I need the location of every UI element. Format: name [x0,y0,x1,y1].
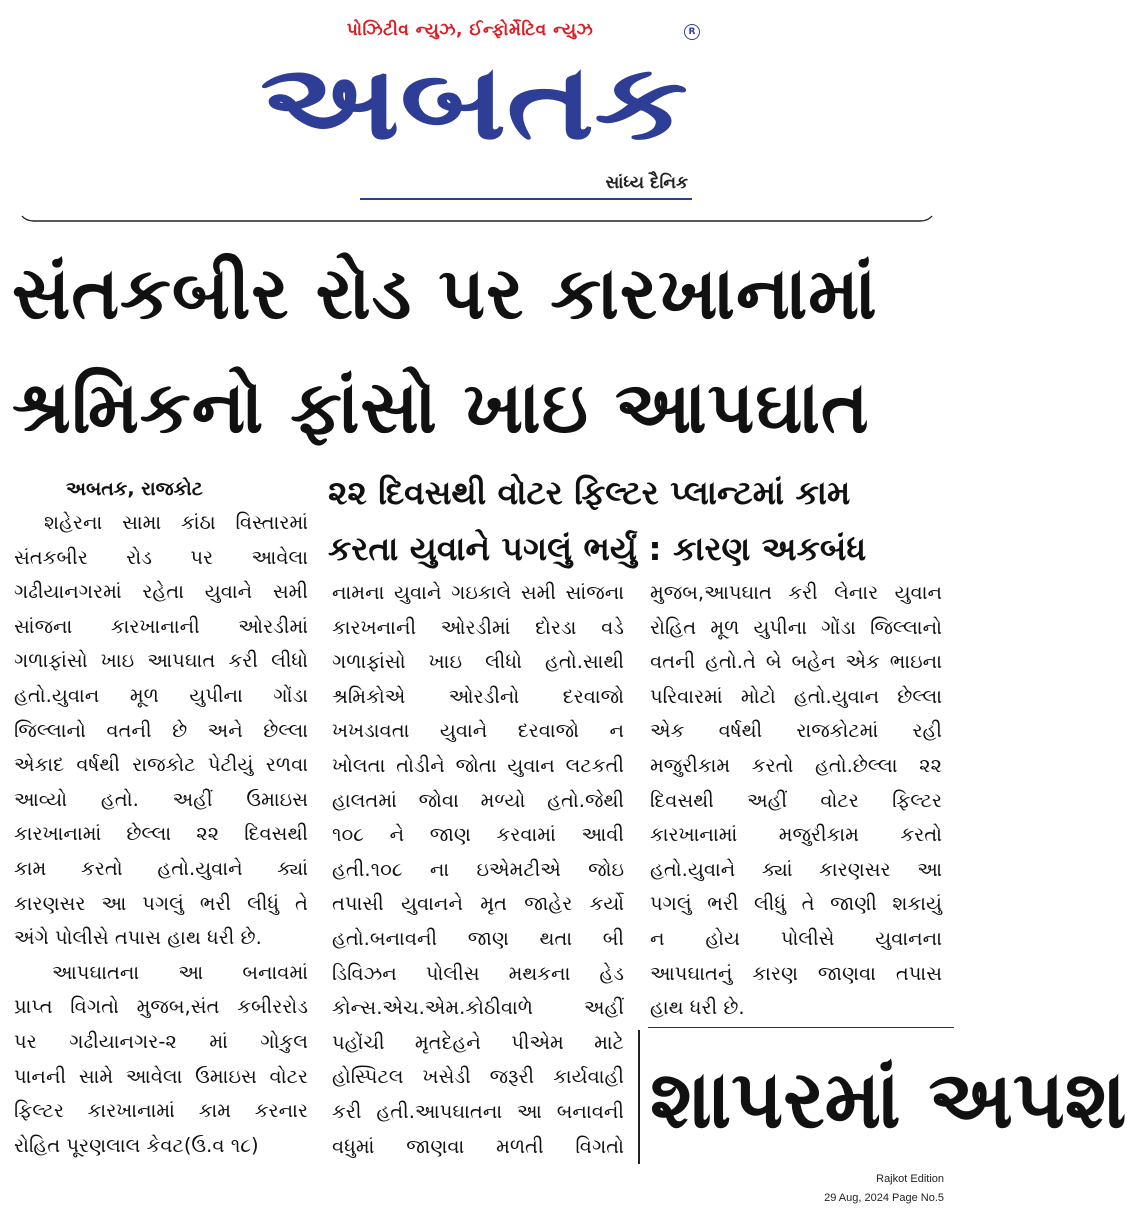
column-line: તપાસી યુવાનને મૃત જાહેર કર્યો [332,892,624,916]
column-line: કારખાનામાં મજુરીકામ કરતો [650,823,942,847]
column-line: કરી હતી.આપઘાતના આ બનાવની [332,1099,624,1123]
column-line: કારખનાની ઓરડીમાં દોરડા વડે [332,615,624,639]
column-line: એકાદ વર્ષથી રાજકોટ પેટીયું રળવા [14,753,308,777]
column-line: શહેરના સામા કાંઠા વિસ્તારમાં [44,511,308,534]
column-line: પર ગઢીયાનગર-૨ માં ગોકુલ [14,1029,308,1053]
column-line: કારણસર આ પગલું ભરી લીધું તે [14,891,308,915]
column-line: અંગે પોલીસે તપાસ હાથ ધરી છે. [14,926,262,950]
column-line: ગળાફાંસો ખાઇ લીધો હતો.સાથી [332,650,624,674]
column-line: વધુમાં જાણવા મળતી વિગતો [332,1134,624,1158]
subheadline-line-2: કરતા યુવાને પગલું ભર્યું : કારણ અકબંધ [328,529,867,568]
column-line: હતો.બનાવની જાણ થતા બી [332,926,624,950]
column-line: રોહિત મૂળ યુપીના ગોંડા જિલ્લાનો [650,615,942,639]
column-line: હોસ્પિટલ ખસેડી જરૂરી કાર્યવાહી [332,1065,624,1089]
teaser-divider [648,1027,954,1028]
article-column-2 [332,576,624,1164]
column-line: પગલું ભરી લીધું તે જાણી શકાયું [650,892,942,916]
masthead-tagline: પોઝિટીવ ન્યુઝ, ઈન્ફોર્મેટિવ ન્યુઝ [346,20,594,40]
column-line: હતો.યુવાને ક્યાં કારણસર આ [650,857,942,881]
column-line: ડિવિઝન પોલીસ મથકના હેડ [332,961,624,985]
column-line: હાલતમાં જોવા મળ્યો હતો.જેથી [332,788,624,812]
article-column-3 [650,576,942,1026]
column-line: વતની હતો.તે બે બહેન એક ભાઇના [650,650,942,674]
column-line: શ્રમિકોએ ઓરડીનો દરવાજો [332,684,624,708]
masthead-logo-text: અબતક [260,41,688,163]
column-line: આપઘાતના આ બનાવમાં [52,960,308,984]
column-line: ગઢીયાનગરમાં રહેતા યુવાને સમી [14,580,308,604]
byline: અબતક, રાજકોટ [66,478,203,500]
column-line: નામના યુવાને ગઇકાલે સમી સાંજના [332,581,624,604]
registered-mark-icon: R [684,24,700,40]
column-line: પહોંચી મૃતદેહને પીએમ માટે [332,1030,624,1054]
column-line: કારખાનામાં છેલ્લા ૨૨ દિવસથી [14,822,308,846]
column-line: રોહિત પૂરણલાલ કેવટ(ઉ.વ ૧૮) [14,1133,259,1157]
masthead-logo [258,41,690,163]
column-line: કોન્સ.એચ.એમ.કોઠીવાળે અહીં [332,996,624,1020]
column-line: એક વર્ષથી રાજકોટમાં રહી [650,719,942,743]
column-line: સાંજના કારખાનાની ઓરડીમાં [14,614,308,638]
column-line: ખખડાવતા યુવાને દરવાજો ન [332,719,624,743]
masthead-divider [22,216,932,222]
column-line: હતો.યુવાન મૂળ યુપીના ગોંડા [14,683,308,707]
next-article-teaser: શાપરમાં અપશ [650,1053,1127,1146]
subheadline-line-1: ૨૨ દિવસથી વોટર ફિલ્ટર પ્લાન્ટમાં કામ [328,473,851,512]
column-line: આપઘાતનું કારણ જાણવા તપાસ [650,961,942,985]
column-line: ખોલતા તોડીને જોતા યુવાન લટકતી [332,753,624,777]
masthead-subtitle: સાંધ્ય દૈનિક [605,173,688,193]
edition-info [760,1170,944,1208]
edition-date-page: 29 Aug, 2024 Page No.5 [824,1192,944,1204]
column-line: દિવસથી અહીં વોટર ફિલ્ટર [650,788,942,812]
column-line: પરિવારમાં મોટો હતો.યુવાન છેલ્લા [650,684,942,708]
column-line: મુજબ,આપઘાત કરી લેનાર યુવાન [650,581,942,604]
column-line: હતી.૧૦૮ ના ઇએમટીએ જોઇ [332,857,624,881]
column-line: કામ કરતો હતો.યુવાને ક્યાં [14,856,308,880]
column-line: મજુરીકામ કરતો હતો.છેલ્લા ૨૨ [650,753,942,777]
subtitle-underline [360,198,692,200]
headline-line-2: શ્રમિકનો ફાંસો ખાઇ આપઘાત [12,365,870,449]
column-line: પાનની સામે આવેલા ઉમાઇસ વોટર [14,1064,308,1088]
column-line: ન હોય પોલીસે યુવાનના [650,926,942,950]
column-line: ૧૦૮ ને જાણ કરવામાં આવી [332,823,624,847]
headline-line-1: સંતકબીર રોડ પર કારખાનામાં [12,251,878,335]
article-column-1 [14,506,308,1163]
column-line: હાથ ધરી છે. [650,996,745,1020]
column-line: ગળાફાંસો ખાઇ આપઘાત કરી લીધો [14,649,308,673]
column-line: પ્રાપ્ત વિગતો મુજબ,સંત કબીરરોડ [14,995,308,1019]
column-divider [638,1030,640,1164]
column-line: જિલ્લાનો વતની છે અને છેલ્લા [14,718,308,742]
column-line: સંતકબીર રોડ પર આવેલા [14,545,308,569]
column-line: આવ્યો હતો. અહીં ઉમાઇસ [14,787,308,811]
column-line: ફિલ્ટર કારખાનામાં કામ કરનાર [14,1099,308,1123]
edition-name: Rajkot Edition [876,1173,944,1185]
